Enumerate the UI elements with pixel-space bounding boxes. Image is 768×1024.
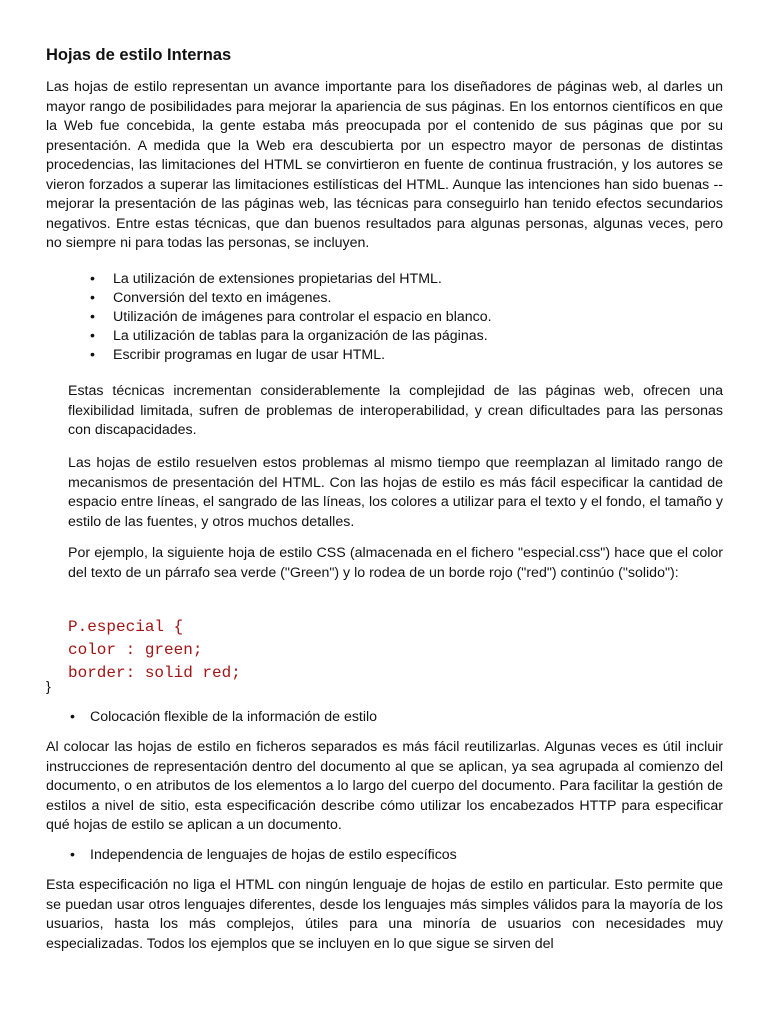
flexible-paragraph: Al colocar las hojas de estilo en ficheros separados es más fácil reutilizarlas. Algunas veces es útil incluir instrucciones de representación dentro del documento al que se aplican, ya sea agrupada al comienzo del documento, o en atributos de los elementos a lo largo del cuerpo del documento. Para facilitar la gestión de estilos a nivel de sitio, esta especificación describe cómo utilizar los encabezados HTTP para especificar qué hojas de estilo se aplican a un documento. — [46, 739, 723, 833]
css-code-block: P.especial { color : green; border: solid red; — [68, 618, 241, 682]
complexity-paragraph: Estas técnicas incrementan considerablemente la complejidad de las páginas web, ofrecen una flexibilidad limitada, sufren de problemas de interoperabilidad, y crean dificultades para las personas con discapacidades. — [68, 383, 723, 438]
list-item: • Independencia de lenguajes de hojas de estilo específicos — [68, 846, 457, 865]
list-item: • La utilización de extensiones propietarias del HTML. — [90, 270, 492, 289]
example-paragraph: Por ejemplo, la siguiente hoja de estilo CSS (almacenada en el fichero "especial.css") hace que el color del texto de un párrafo sea verde ("Green") y lo rodea de un borde rojo ("red") continúo ("solido"): — [68, 545, 723, 581]
list-item: • Colocación flexible de la información de estilo — [68, 708, 377, 727]
techniques-list — [90, 270, 492, 365]
flexible-bullet-list — [68, 708, 377, 727]
intro-paragraph: Las hojas de estilo representan un avance importante para los diseñadores de páginas web, al darles un mayor rango de posibilidades para mejorar la apariencia de sus páginas. En los entornos científicos en que la Web fue concebida, la gente estaba más preocupada por el contenido de sus páginas que por su presentación. A medida que la Web era descubierta por un espectro mayor de personas de distintas procedencias, las limitaciones del HTML se convirtieron en fuente de continua frustración, y los autores se vieron forzados a superar las limitaciones estilísticas del HTML. Aunque las intenciones han sido buenas -- mejorar la presentación de las páginas web, las técnicas para conseguirlo han tenido efectos secundarios negativos. Entre estas técnicas, que dan buenos resultados para algunas personas, algunas veces, pero no siempre ni para todas las personas, se incluyen. — [46, 79, 723, 251]
independence-paragraph: Esta especificación no liga el HTML con ningún lenguaje de hojas de estilo en particular. Esto permite que se puedan usar otros lenguajes diferentes, desde los lenguajes más simples válidos para la mayoría de los usuarios, hasta los más complejos, útiles para una minoría de usuarios con necesidades muy especializadas. Todos los ejemplos que se incluyen en lo que sigue se sirven del — [46, 877, 723, 952]
solution-paragraph: Las hojas de estilo resuelven estos problemas al mismo tiempo que reemplazan al limitado rango de mecanismos de presentación del HTML. Con las hojas de estilo es más fácil especificar la cantidad de espacio entre líneas, el sangrado de las líneas, los colores a utilizar para el texto y el fondo, el tamaño y estilo de las fuentes, y otros muchos detalles. — [68, 455, 723, 530]
list-item: • Utilización de imágenes para controlar el espacio en blanco. — [90, 308, 492, 327]
independence-bullet-list — [68, 846, 457, 865]
list-item: • La utilización de tablas para la organización de las páginas. — [90, 327, 492, 346]
list-item: • Conversión del texto en imágenes. — [90, 289, 492, 308]
list-item: • Escribir programas en lugar de usar HTML. — [90, 346, 492, 365]
section-heading: Hojas de estilo Internas — [46, 46, 232, 64]
closing-brace: } — [46, 679, 51, 695]
